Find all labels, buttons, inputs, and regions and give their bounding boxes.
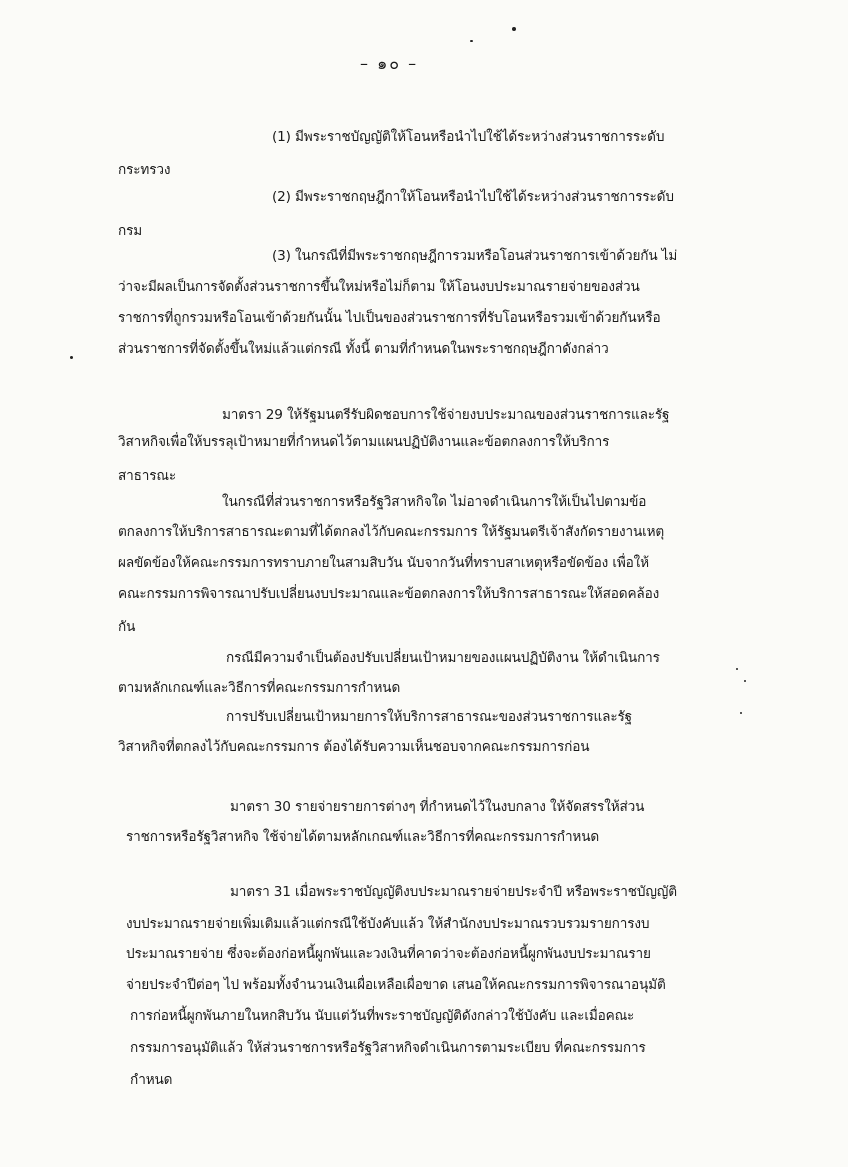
text-line: ตกลงการให้บริการสาธารณะตามที่ได้ตกลงไว้กับคณะกรรมการ ให้รัฐมนตรีเจ้าสังกัดรายงานเหตุ (118, 524, 665, 540)
text-line: กำหนด (130, 1072, 173, 1088)
text-line: คณะกรรมการพิจารณาปรับเปลี่ยนงบประมาณและข้อตกลงการให้บริการสาธารณะให้สอดคล้อง (118, 586, 660, 602)
text-line: มาตรา 31 เมื่อพระราชบัญญัติงบประมาณรายจ่ายประจำปี หรือพระราชบัญญัติ (230, 884, 677, 900)
text-line: ผลขัดข้องให้คณะกรรมการทราบภายในสามสิบวัน นับจากวันที่ทราบสาเหตุหรือขัดข้อง เพื่อให้ (118, 555, 649, 571)
text-line: การก่อหนี้ผูกพันภายในหกสิบวัน นับแต่วันที่พระราชบัญญัติดังกล่าวใช้บังคับ และเมื่อคณะ (130, 1008, 635, 1024)
text-line: กรม (118, 223, 143, 239)
text-line: (1) มีพระราชบัญญัติให้โอนหรือนำไปใช้ได้ระหว่างส่วนราชการระดับ (272, 129, 665, 145)
scan-speck (70, 356, 73, 359)
text-line: จ่ายประจำปีต่อๆ ไป พร้อมทั้งจำนวนเงินเผื่อเหลือเผื่อขาด เสนอให้คณะกรรมการพิจารณาอนุมัติ (126, 977, 666, 993)
text-line: การปรับเปลี่ยนเป้าหมายการให้บริการสาธารณะของส่วนราชการและรัฐ (226, 709, 632, 725)
scan-speck (470, 40, 473, 42)
scan-speck (512, 27, 516, 31)
text-line: ประมาณรายจ่าย ซึ่งจะต้องก่อหนี้ผูกพันและวงเงินที่คาดว่าจะต้องก่อหนี้ผูกพันงบประมาณราย (126, 946, 651, 962)
text-line: ในกรณีที่ส่วนราชการหรือรัฐวิสาหกิจใด ไม่อาจดำเนินการให้เป็นไปตามข้อ (222, 494, 647, 510)
text-line: มาตรา 29 ให้รัฐมนตรีรับผิดชอบการใช้จ่ายงบประมาณของส่วนราชการและรัฐ (222, 407, 670, 423)
scan-speck (736, 668, 738, 670)
scan-speck (740, 712, 742, 714)
text-line: วิสาหกิจเพื่อให้บรรลุเป้าหมายที่กำหนดไว้ตามแผนปฏิบัติงานและข้อตกลงการให้บริการ (118, 434, 610, 450)
page-number: – ๑๐ – (360, 54, 419, 73)
text-line: ว่าจะมีผลเป็นการจัดตั้งส่วนราชการขึ้นใหม่หรือไม่ก็ตาม ให้โอนงบประมาณรายจ่ายของส่วน (118, 279, 640, 295)
text-line: งบประมาณรายจ่ายเพิ่มเติมแล้วแต่กรณีใช้บังคับแล้ว ให้สำนักงบประมาณรวบรวมรายการงบ (126, 916, 650, 932)
text-line: ราชการที่ถูกรวมหรือโอนเข้าด้วยกันนั้น ไปเป็นของส่วนราชการที่รับโอนหรือรวมเข้าด้วยกันหรือ (118, 310, 661, 326)
text-line: ส่วนราชการที่จัดตั้งขึ้นใหม่แล้วแต่กรณี ทั้งนี้ ตามที่กำหนดในพระราชกฤษฎีกาดังกล่าว (118, 341, 609, 357)
text-line: (3) ในกรณีที่มีพระราชกฤษฎีการวมหรือโอนส่วนราชการเข้าด้วยกัน ไม่ (272, 248, 678, 264)
text-line: กัน (118, 619, 136, 635)
text-line: ราชการหรือรัฐวิสาหกิจ ใช้จ่ายได้ตามหลักเกณฑ์และวิธีการที่คณะกรรมการกำหนด (126, 829, 600, 845)
text-line: (2) มีพระราชกฤษฎีกาให้โอนหรือนำไปใช้ได้ระหว่างส่วนราชการระดับ (272, 189, 674, 205)
text-line: กรณีมีความจำเป็นต้องปรับเปลี่ยนเป้าหมายของแผนปฏิบัติงาน ให้ดำเนินการ (226, 650, 660, 666)
text-line: กรรมการอนุมัติแล้ว ให้ส่วนราชการหรือรัฐวิสาหกิจดำเนินการตามระเบียบ ที่คณะกรรมการ (130, 1040, 646, 1056)
scan-speck (744, 680, 746, 682)
text-line: มาตรา 30 รายจ่ายรายการต่างๆ ที่กำหนดไว้ในงบกลาง ให้จัดสรรให้ส่วน (230, 799, 645, 815)
text-line: กระทรวง (118, 162, 171, 178)
text-line: ตามหลักเกณฑ์และวิธีการที่คณะกรรมการกำหนด (118, 680, 401, 696)
text-line: สาธารณะ (118, 468, 177, 484)
text-line: วิสาหกิจที่ตกลงไว้กับคณะกรรมการ ต้องได้รับความเห็นชอบจากคณะกรรมการก่อน (118, 739, 590, 755)
